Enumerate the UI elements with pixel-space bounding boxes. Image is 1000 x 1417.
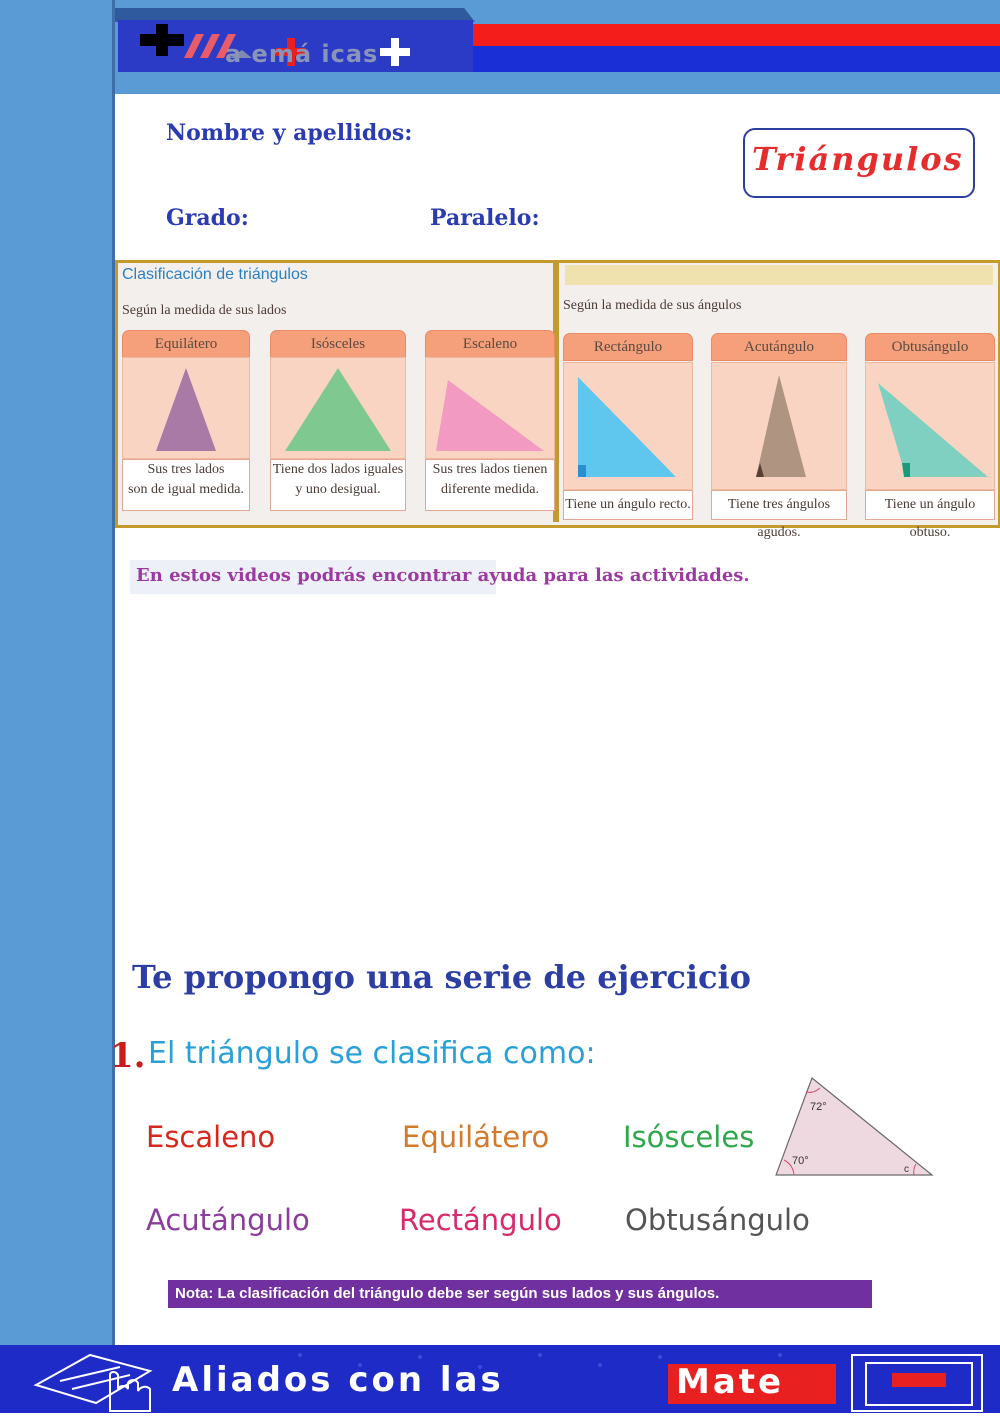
angle-label-left: 70° — [792, 1155, 809, 1167]
card-title-obtusangulo: Obtusángulo — [865, 333, 995, 361]
left-sidebar-bar — [0, 0, 115, 1345]
option-rectangulo[interactable]: Rectángulo — [399, 1203, 562, 1237]
card-isosceles — [270, 357, 406, 459]
caption-line: y uno desigual. — [295, 482, 381, 497]
card-rectangulo — [563, 362, 693, 490]
angles-header-strip — [565, 265, 993, 285]
blue-stripe — [473, 46, 1000, 72]
option-equilatero[interactable]: Equilátero — [402, 1120, 550, 1154]
caption-line: Tiene dos lados iguales — [272, 462, 404, 477]
card-caption-isosceles — [270, 459, 406, 511]
card-title-acutangulo: Acutángulo — [711, 333, 847, 361]
caption-line: Sus tres lados — [147, 462, 225, 477]
question-number: 1. — [110, 1036, 146, 1076]
card-title-isosceles: Isósceles — [270, 330, 406, 358]
name-label: Nombre y apellidos: — [166, 120, 413, 146]
card-obtusangulo — [865, 362, 995, 490]
right-triangle-icon — [564, 363, 692, 489]
option-escaleno[interactable]: Escaleno — [146, 1120, 276, 1154]
footer-highlight-text: Mate — [676, 1362, 785, 1402]
logo-text: a emá icas — [225, 40, 379, 68]
by-angles-label: Según la medida de sus ángulos — [563, 298, 742, 313]
video-prompt: En estos videos podrás encontrar ayuda para las actividades. — [136, 565, 750, 586]
card-acutangulo — [711, 362, 847, 490]
card-caption-acutangulo: Tiene tres ángulos agudos. — [711, 490, 847, 520]
caption-line: diferente medida. — [441, 482, 539, 497]
acute-triangle-icon — [712, 363, 846, 489]
option-acutangulo[interactable]: Acutángulo — [146, 1203, 310, 1237]
red-stripe — [473, 24, 1000, 46]
card-title-rectangulo: Rectángulo — [563, 333, 693, 361]
isosceles-triangle-icon — [271, 358, 405, 458]
card-caption-escaleno — [425, 459, 555, 511]
card-caption-obtusangulo: Tiene un ángulo obtuso. — [865, 490, 995, 520]
option-obtusangulo[interactable]: Obtusángulo — [625, 1203, 810, 1237]
exercises-heading: Te propongo una serie de ejercicio — [132, 958, 752, 996]
calculator-hand-icon — [36, 1355, 150, 1411]
card-title-equilatero: Equilátero — [122, 330, 250, 358]
angle-label-right: c — [904, 1164, 909, 1175]
card-caption-rectangulo: Tiene un ángulo recto. — [563, 490, 693, 520]
caption-line: son de igual medida. — [128, 482, 244, 497]
note-text: Nota: La clasificación del triángulo debe ser según sus lados y sus ángulos. — [175, 1285, 720, 1302]
card-escaleno — [425, 357, 555, 459]
section-label: Paralelo: — [430, 205, 540, 231]
question-text: El triángulo se clasifica como: — [148, 1036, 596, 1071]
exercise-triangle-figure — [770, 1072, 940, 1182]
equilateral-triangle-icon — [123, 358, 249, 458]
obtuse-triangle-icon — [866, 363, 994, 489]
option-isosceles[interactable]: Isósceles — [623, 1120, 755, 1154]
angle-label-top: 72° — [810, 1101, 827, 1113]
screen-icon — [852, 1355, 982, 1411]
page-title: Triángulos — [752, 140, 964, 178]
card-caption-equilatero — [122, 459, 250, 511]
footer-text: Aliados con las — [172, 1360, 504, 1400]
caption-line: Sus tres lados tienen — [432, 462, 548, 477]
scalene-triangle-icon — [426, 358, 554, 458]
classification-heading: Clasificación de triángulos — [122, 266, 308, 283]
card-equilatero — [122, 357, 250, 459]
by-sides-label: Según la medida de sus lados — [122, 303, 287, 318]
grade-label: Grado: — [166, 205, 249, 231]
card-title-escaleno: Escaleno — [425, 330, 555, 358]
